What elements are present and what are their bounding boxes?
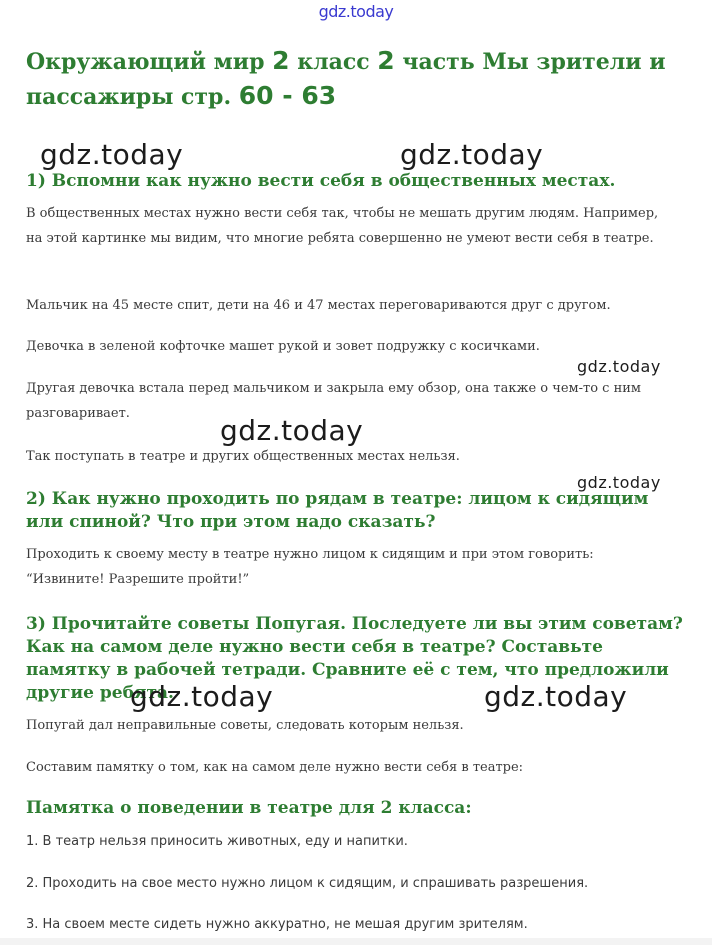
memo-item: 1. В театр нельзя приносить животных, еду и напитки. xyxy=(26,834,408,849)
title-part1: Окружающий мир xyxy=(26,49,273,75)
section1-heading: 1) Вспомни как нужно вести себя в общественных местах. xyxy=(26,171,616,191)
title-grade-number: 2 xyxy=(272,46,290,75)
watermark: gdz.today xyxy=(130,680,274,713)
watermark: gdz.today xyxy=(577,473,661,492)
section1-paragraph: Так поступать в театре и других общественных местах нельзя. xyxy=(26,449,460,464)
memo-heading: Памятка о поведении в театре для 2 класса: xyxy=(26,798,472,818)
title-part2: класс xyxy=(289,49,378,75)
page-title xyxy=(26,44,686,114)
watermark: gdz.today xyxy=(400,138,544,171)
section2-heading: 2) Как нужно проходить по рядам в театре: лицом к сидящим или спиной? Что при этом надо сказать? xyxy=(26,489,649,532)
site-watermark-top: gdz.today xyxy=(318,2,394,21)
watermark: gdz.today xyxy=(577,357,661,376)
section1-paragraph: Мальчик на 45 месте спит, дети на 46 и 47 местах переговариваются друг с другом. xyxy=(26,298,611,313)
section2-paragraph: Проходить к своему месту в театре нужно лицом к сидящим и при этом говорить: “Извините! Разрешите пройти!” xyxy=(26,547,594,587)
section1-paragraph: Другая девочка встала перед мальчиком и закрыла ему обзор, она также о чем-то с ним разговаривает. xyxy=(26,381,642,421)
section1-paragraph: Девочка в зеленой кофточке машет рукой и зовет подружку с косичками. xyxy=(26,339,540,354)
section3-heading: 3) Прочитайте советы Попугая. Последуете ли вы этим советам? Как на самом деле нужно вести себя в театре? Составьте памятку в рабочей тетради. Сравните её с тем, что предложили другие ребята. xyxy=(26,614,683,703)
section3-paragraph: Составим памятку о том, как на самом деле нужно вести себя в театре: xyxy=(26,760,524,775)
watermark: gdz.today xyxy=(484,680,628,713)
title-part-number: 2 xyxy=(377,46,395,75)
section3-paragraph: Попугай дал неправильные советы, следовать которым нельзя. xyxy=(26,718,464,733)
watermark: gdz.today xyxy=(220,414,364,447)
section1-paragraph: В общественных местах нужно вести себя так, чтобы не мешать другим людям. Например, на этой картинке мы видим, что многие ребята совершенно не умеют вести себя в театре. xyxy=(26,206,659,246)
title-pages: 60 - 63 xyxy=(238,81,337,110)
memo-item: 2. Проходить на свое место нужно лицом к сидящим, и спрашивать разрешения. xyxy=(26,876,589,891)
title-part3: часть Мы зрители и пассажиры стр. xyxy=(26,49,666,110)
watermark: gdz.today xyxy=(40,138,184,171)
page-bottom-edge xyxy=(0,938,712,945)
memo-item: 3. На своем месте сидеть нужно аккуратно, не мешая другим зрителям. xyxy=(26,917,528,932)
